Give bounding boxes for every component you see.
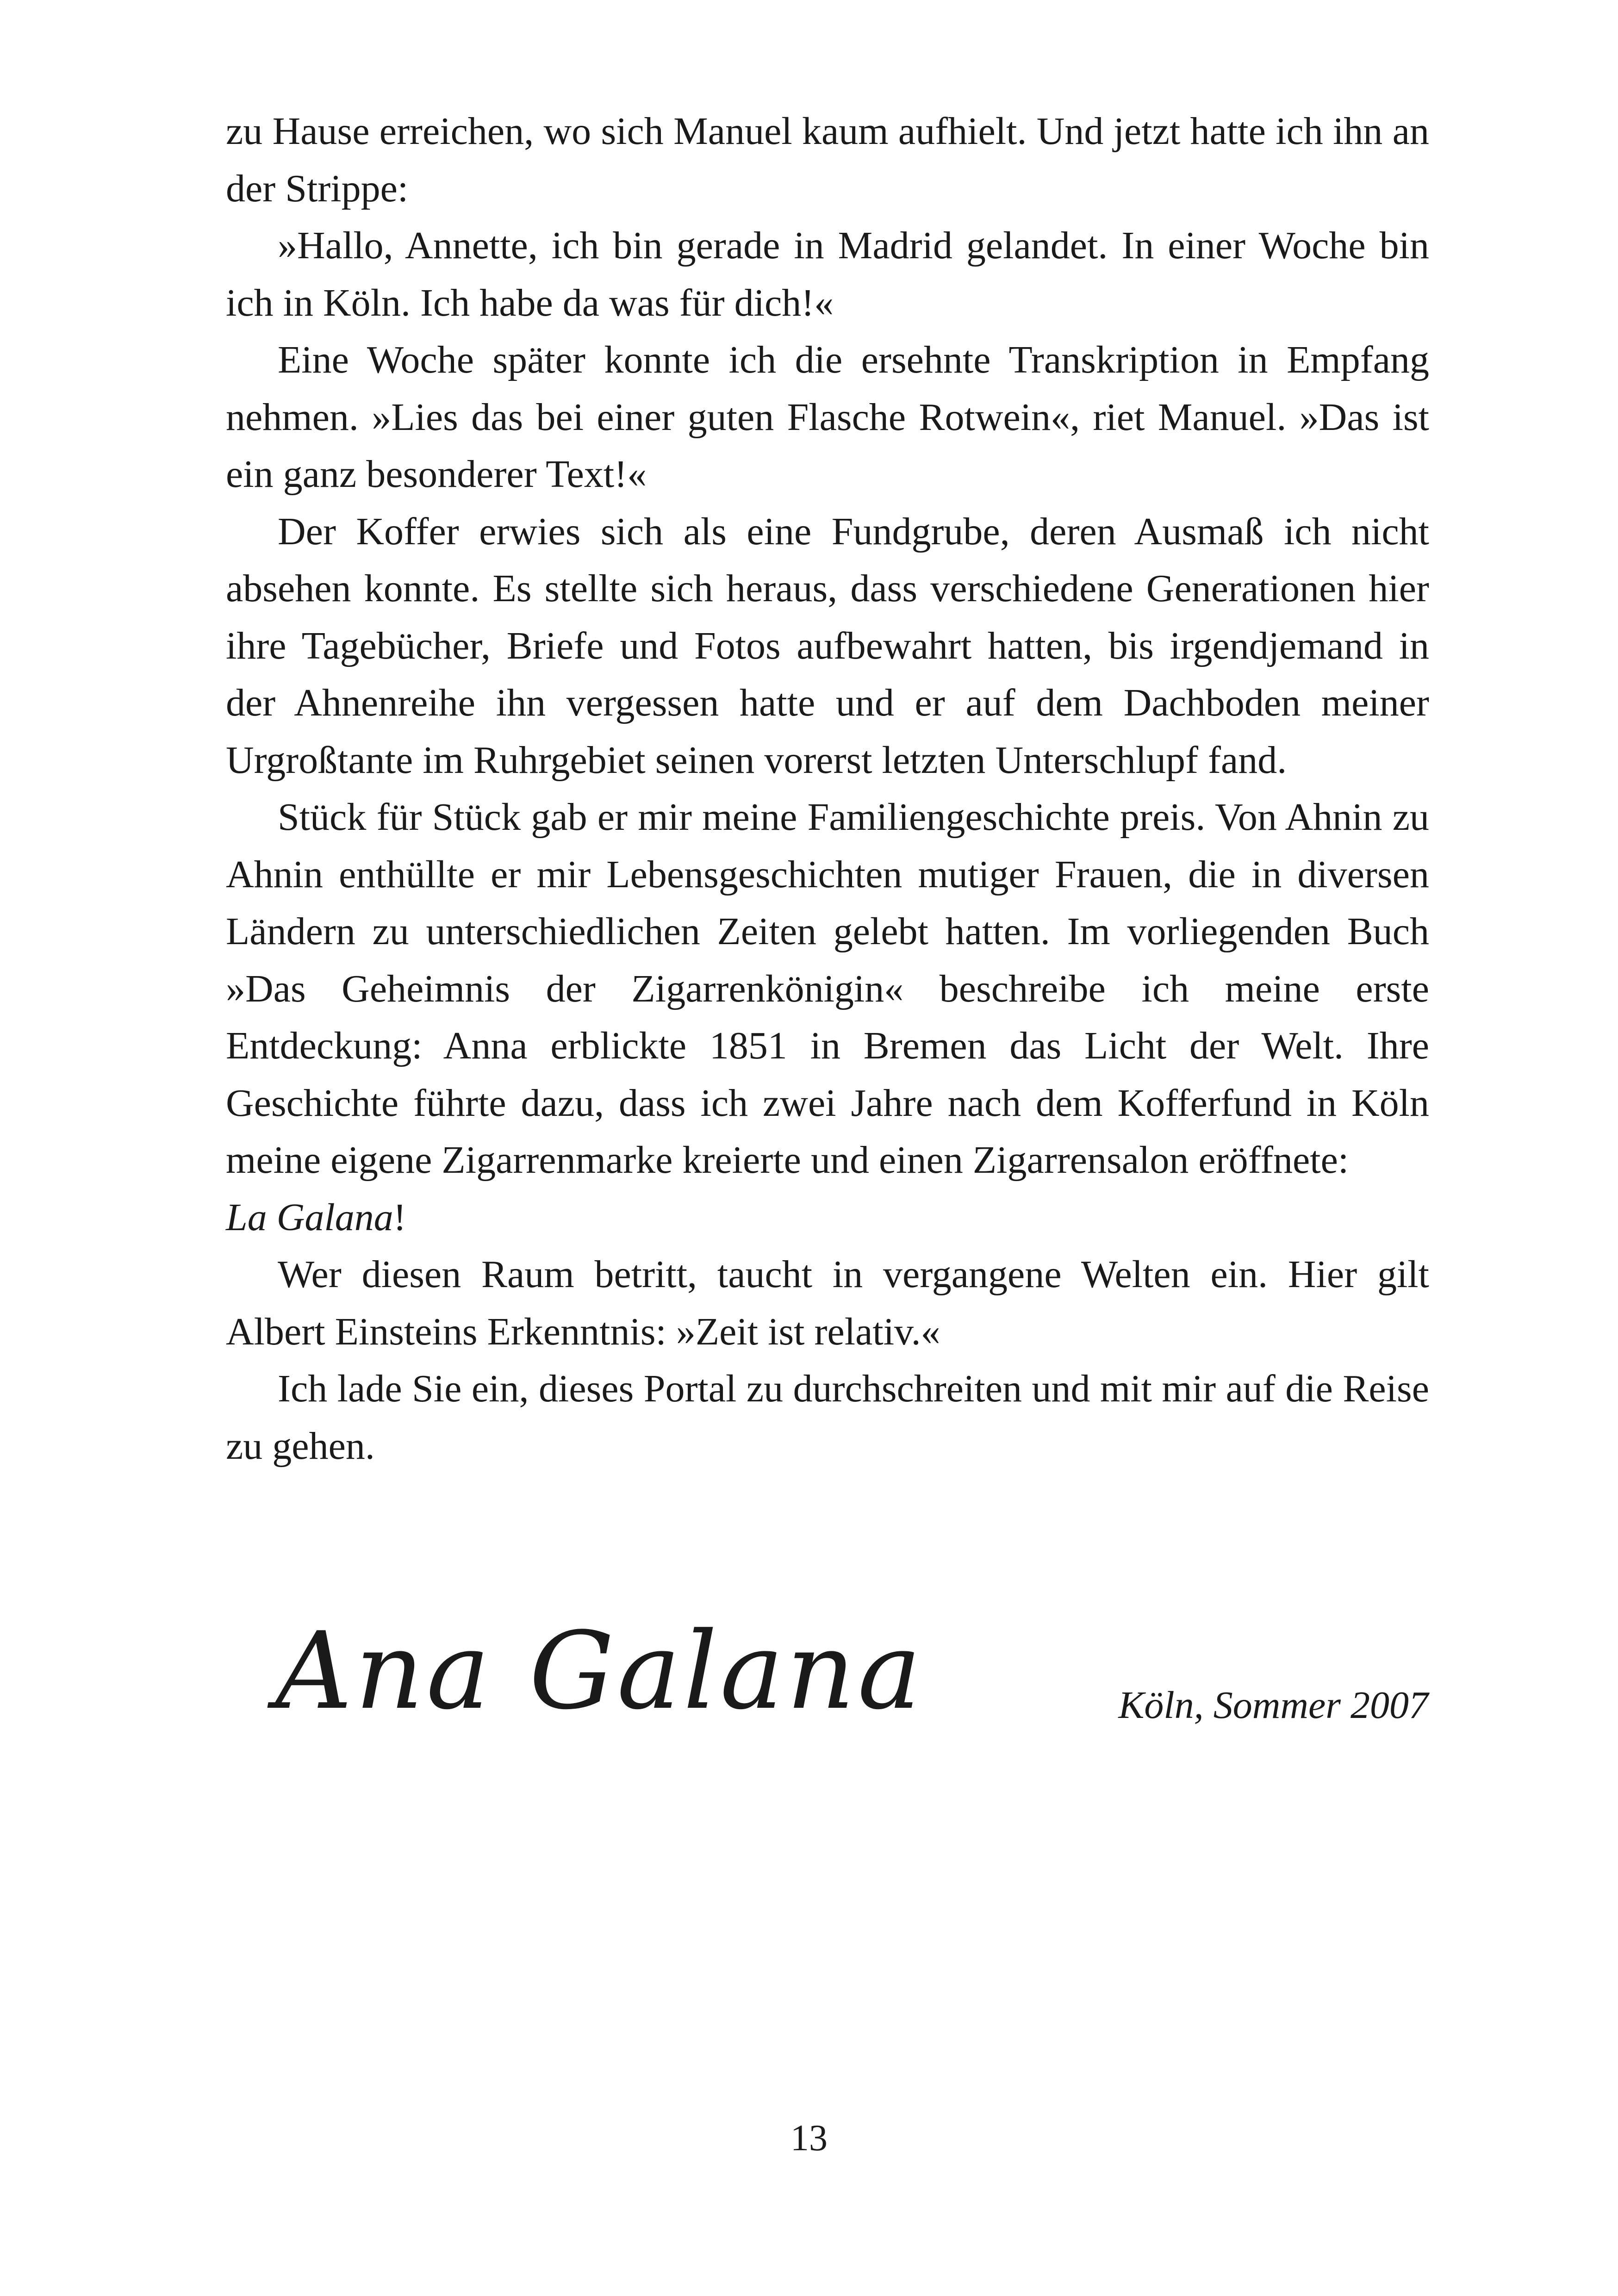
paragraph	[226, 789, 1429, 1246]
paragraph: »Hallo, Annette, ich bin gerade in Madrid gelandet. In einer Woche bin ich in Köln. Ich habe da was für dich!«	[226, 224, 1429, 324]
signature-graphic	[271, 1597, 924, 1763]
brand-name: La Galana	[226, 1195, 393, 1239]
place-date: Köln, Sommer 2007	[1118, 1684, 1428, 1727]
paragraph: Der Koffer erwies sich als eine Fundgrube, deren Ausmaß ich nicht absehen konnte. Es stellte sich heraus, dass verschiedene Generationen hier ihre Tagebücher, Briefe und Fotos aufbewahrt hatten, bis irgendjemand in der Ahnenreihe ihn vergessen hatte und er auf dem Dachboden meiner Urgroßtante im Ruhrgebiet seinen vorerst letzten Unterschlupf fand.	[226, 510, 1429, 782]
paragraph: zu Hause erreichen, wo sich Manuel kaum aufhielt. Und jetzt hatte ich ihn an der Strippe:	[226, 110, 1429, 210]
paragraph: Wer diesen Raum betritt, taucht in vergangene Welten ein. Hier gilt Albert Einsteins Erkenntnis: »Zeit ist relativ.«	[226, 1253, 1429, 1353]
body-text	[226, 103, 1429, 1475]
paragraph-text: Stück für Stück gab er mir meine Familiengeschichte preis. Von Ahnin zu Ahnin enthüllte er mir Lebensgeschichten mutiger Frauen, die in diversen Ländern zu unterschiedlichen Zeiten gelebt hatten. Im vorliegenden Buch »Das Geheimnis der Zigarrenkönigin« beschreibe ich meine erste Entdeckung: Anna erblickte 1851 in Bremen das Licht der Welt. Ihre Geschichte führte dazu, dass ich zwei Jahre nach dem Kofferfund in Köln meine eigene Zigarrenmarke kreierte und einen Zigarrensalon eröffnete:	[226, 796, 1429, 1182]
paragraph: Ich lade Sie ein, dieses Portal zu durchschreiten und mit mir auf die Reise zu gehen.	[226, 1367, 1429, 1468]
signature	[271, 1597, 924, 1763]
page-number: 13	[790, 2118, 828, 2159]
paragraph: Eine Woche später konnte ich die ersehnte Transkription in Empfang nehmen. »Lies das bei einer guten Flasche Rotwein«, riet Manuel. »Das ist ein ganz besonderer Text!«	[226, 338, 1429, 496]
exclamation: !	[393, 1195, 406, 1239]
signature-text: Ana Galana	[275, 1610, 924, 1733]
